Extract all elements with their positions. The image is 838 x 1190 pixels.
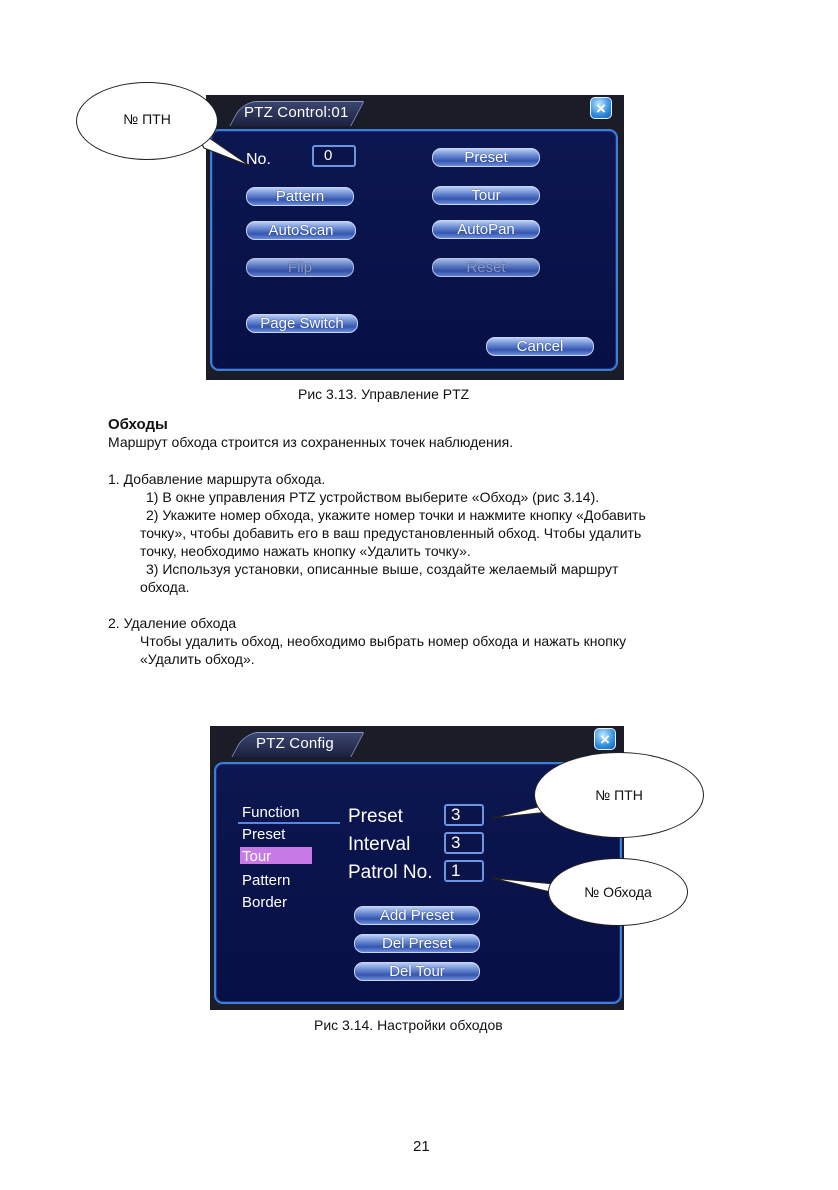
item2-title: 2. Удаление обхода — [108, 615, 237, 631]
patrol-no-label: Patrol No. — [348, 862, 433, 883]
autoscan-button[interactable]: AutoScan — [246, 221, 356, 240]
menu-item-tour[interactable]: Tour — [242, 848, 272, 865]
menu-item-preset[interactable]: Preset — [242, 826, 286, 843]
menu-item-pattern[interactable]: Pattern — [242, 872, 291, 889]
callout-ptn-2 — [534, 752, 704, 838]
item1-step3-line1: 3) Используя установки, описанные выше, создайте желаемый маршрут — [146, 561, 619, 577]
callout-ptn-2-text: № ПТН — [595, 787, 643, 803]
del-tour-button[interactable]: Del Tour — [354, 962, 480, 981]
close-icon[interactable]: × — [590, 97, 612, 119]
cancel-button[interactable]: Cancel — [486, 337, 594, 356]
ptz-control-dialog — [206, 95, 624, 380]
reset-button[interactable]: Reset — [432, 258, 540, 277]
no-label: No. — [246, 151, 271, 168]
menu-header-function: Function — [242, 804, 300, 821]
patrol-no-input[interactable]: 1 — [444, 860, 484, 882]
no-input[interactable]: 0 — [312, 145, 356, 167]
item1-step2-line3: точку, необходимо нажать кнопку «Удалить точку». — [140, 543, 471, 559]
figure-caption-314: Рис 3.14. Настройки обходов — [314, 1017, 503, 1033]
del-preset-button[interactable]: Del Preset — [354, 934, 480, 953]
item1-step1: 1) В окне управления PTZ устройством выберите «Обход» (рис 3.14). — [146, 489, 600, 505]
item1-step2-line2: точку», чтобы добавить его в ваш предустановленный обход. Чтобы удалить — [140, 525, 642, 541]
item2-line2: «Удалить обход». — [140, 651, 255, 667]
tour-button[interactable]: Tour — [432, 186, 540, 205]
section-heading: Обходы — [108, 416, 168, 433]
menu-item-border[interactable]: Border — [242, 894, 288, 911]
add-preset-button[interactable]: Add Preset — [354, 906, 480, 925]
preset-input[interactable]: 3 — [444, 804, 484, 826]
menu-divider — [238, 822, 340, 824]
autopan-button[interactable]: AutoPan — [432, 220, 540, 239]
figure-caption-313: Рис 3.13. Управление PTZ — [298, 386, 470, 402]
item1-title: 1. Добавление маршрута обхода. — [108, 471, 326, 487]
callout-tour-no-text: № Обхода — [584, 884, 652, 900]
preset-label: Preset — [348, 806, 403, 827]
section-intro: Маршрут обхода строится из сохраненных точек наблюдения. — [108, 434, 514, 450]
callout-ptn-text: № ПТН — [123, 111, 171, 127]
page-number: 21 — [413, 1138, 430, 1155]
interval-label: Interval — [348, 834, 411, 855]
item1-step2-line1: 2) Укажите номер обхода, укажите номер точки и нажмите кнопку «Добавить — [146, 507, 646, 523]
callout-ptn — [76, 82, 218, 160]
dialog-frame — [210, 129, 618, 371]
callout-tour-no — [548, 858, 688, 926]
dialog-title: PTZ Config — [256, 735, 334, 752]
flip-button[interactable]: Flip — [246, 258, 354, 277]
page-switch-button[interactable]: Page Switch — [246, 314, 358, 333]
interval-input[interactable]: 3 — [444, 832, 484, 854]
item1-step3-line2: обхода. — [140, 579, 190, 595]
preset-button[interactable]: Preset — [432, 148, 540, 167]
dialog-title: PTZ Control:01 — [244, 104, 349, 121]
close-icon[interactable]: × — [594, 728, 616, 750]
pattern-button[interactable]: Pattern — [246, 187, 354, 206]
item2-line1: Чтобы удалить обход, необходимо выбрать номер обхода и нажать кнопку — [140, 633, 627, 649]
